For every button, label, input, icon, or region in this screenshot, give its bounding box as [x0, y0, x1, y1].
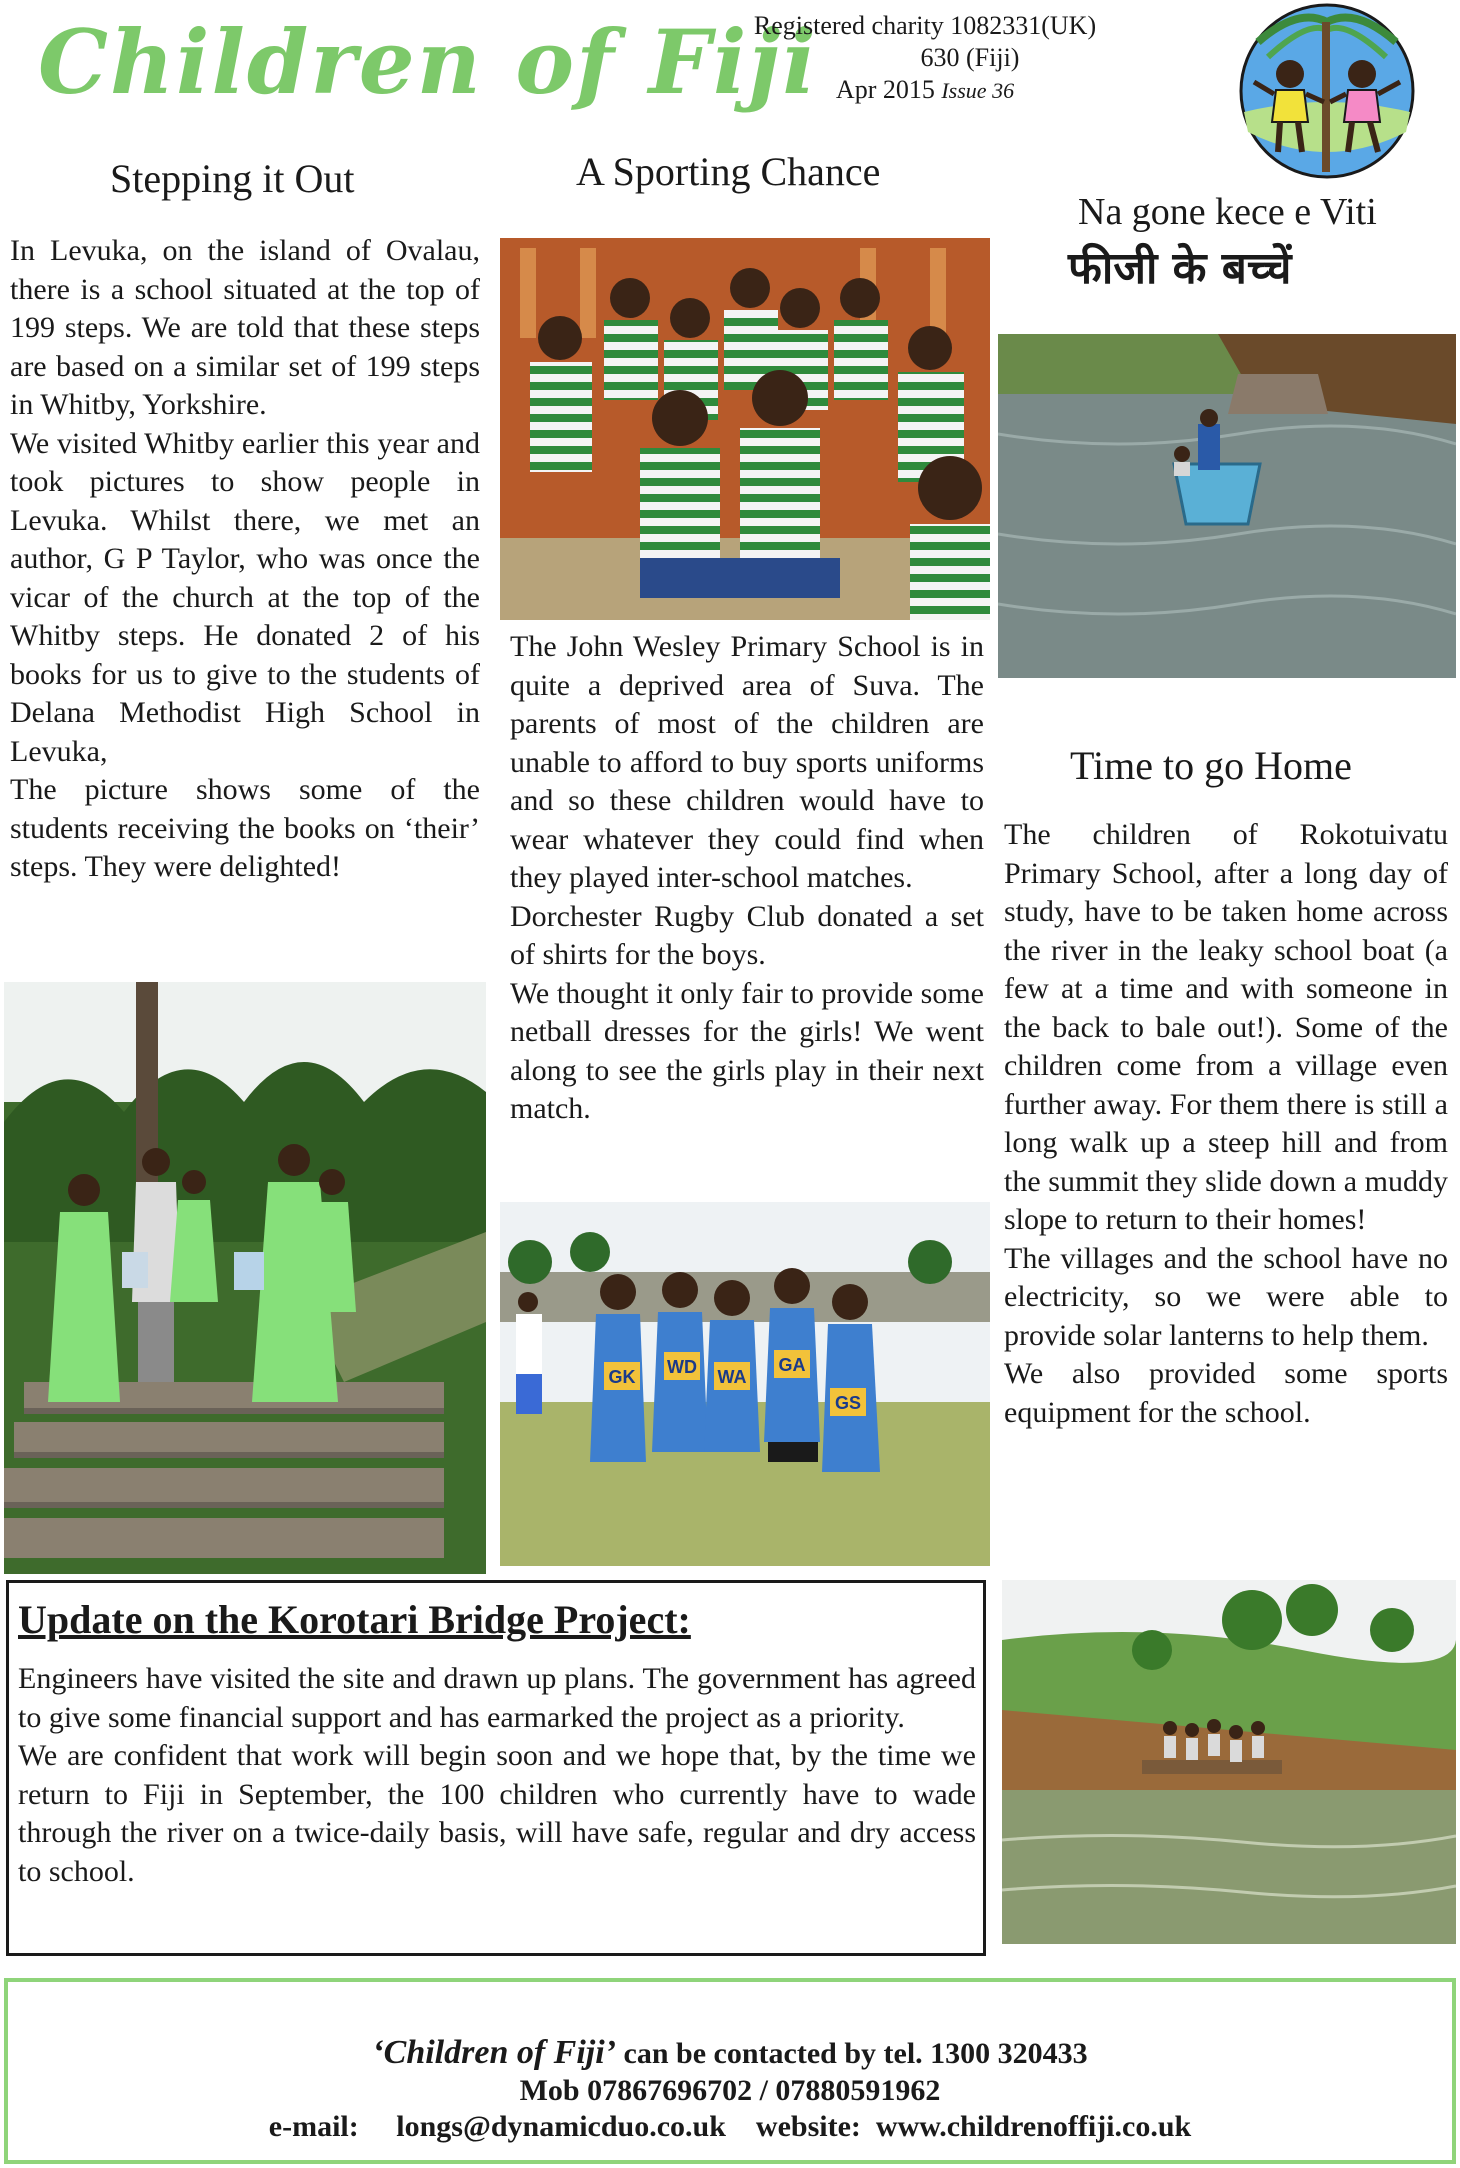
article-paragraph: We thought it only fair to provide some netball dresses for the girls! We went along to see the girls play in their next match.: [510, 976, 984, 1125]
article-paragraph: In Levuka, on the island of Ovalau, there is a school situated at the top of 199 steps. We are told that these steps are based on a similar set of 199 steps in Whitby, Yorkshire.: [10, 234, 480, 421]
article-paragraph: We visited Whitby earlier this year and took pictures to show people in Levuka. Whilst there, we met an author, G P Taylor, who was once the vicar of the church at the top of the Whitby steps. He donated 2 of his books for us to give to the students of Delana Methodist High School in Levuka,: [10, 426, 480, 768]
contact-line-tel: [8, 2034, 1452, 2072]
children-logo-image: [1238, 2, 1416, 180]
update-paragraph: We are confident that work will begin soon and we hope that, by the time we return to Fiji in September, the 100 children who currently have to wade through the river on a twice-daily basis, will have safe, regular and dry access to school.: [18, 1739, 976, 1888]
bib-label: WD: [667, 1357, 697, 1377]
article-paragraph: The children of Rokotuivatu Primary School, after a long day of study, have to be taken home across the river in the leaky school boat (a few at a time and with someone in the back to bale out!). Some of the children come from a village even further away. For them there is still a long walk up a steep hill and from the summit they slide down a muddy slope to return to their homes!: [1004, 818, 1448, 1236]
heading-a-sporting-chance: A Sporting Chance: [576, 149, 881, 194]
charity-registration-fiji: 630 (Fiji): [920, 43, 1020, 72]
heading-time-to-go-home: Time to go Home: [1070, 743, 1352, 788]
tagline-hindi: फीजी के बच्चें: [1068, 243, 1292, 294]
update-body: [18, 1660, 976, 1891]
charity-registration-uk: Registered charity 1082331(UK): [753, 11, 1097, 40]
article-stepping-body: [10, 232, 480, 887]
issue-line: [700, 74, 1150, 107]
article-paragraph: Dorchester Rugby Club donated a set of shirts for the boys.: [510, 899, 984, 971]
website-label: website:: [755, 2110, 861, 2143]
photo-students-on-steps: [4, 982, 486, 1574]
contact-line-mobile: Mob 07867696702 / 07880591962: [519, 2074, 941, 2107]
org-name: ‘Children of Fiji’: [372, 2034, 617, 2071]
bib-label: GK: [608, 1367, 636, 1387]
bib-label: GA: [778, 1355, 806, 1375]
photo-boys-in-rugby-shirts: [500, 238, 990, 620]
contact-line-email-web: [8, 2110, 1452, 2144]
article-paragraph: The villages and the school have no electricity, so we were able to provide solar lanterns to help them.: [1004, 1241, 1448, 1352]
article-paragraph: The picture shows some of the students receiving the books on ‘their’ steps. They were delighted!: [10, 773, 480, 883]
email-link[interactable]: longs@dynamicduo.co.uk: [396, 2110, 726, 2143]
photo-children-crossing-river: [1002, 1580, 1456, 1944]
article-sporting-body: [510, 628, 984, 1129]
tel-text: can be contacted by tel. 1300 320433: [623, 2037, 1088, 2070]
issue-number: Issue 36: [941, 78, 1015, 103]
masthead-title: Children of Fiji: [38, 10, 818, 114]
tagline-fijian: Na gone kece e Viti: [1078, 191, 1377, 233]
update-paragraph: Engineers have visited the site and drawn up plans. The government has agreed to give some financial support and has earmarked the project as a priority.: [18, 1662, 976, 1734]
photo-school-boat-on-river: [998, 334, 1456, 678]
contact-footer: [4, 1978, 1456, 2164]
bib-label: GS: [834, 1393, 862, 1413]
netball-players: [590, 1268, 880, 1472]
article-home-body: [1004, 816, 1448, 1432]
issue-date: Apr 2015: [835, 75, 935, 104]
charity-info: [700, 10, 1150, 107]
article-paragraph: The John Wesley Primary School is in quite a deprived area of Suva. The parents of most of the children are unable to afford to buy sports uniforms and so these children would have to wear whatever they could find when they played inter-school matches.: [510, 630, 984, 894]
photo-netball-team: [500, 1202, 990, 1566]
bib-label: WA: [717, 1367, 747, 1387]
update-heading: Update on the Korotari Bridge Project:: [18, 1597, 691, 1642]
article-paragraph: We also provided some sports equipment for the school.: [1004, 1357, 1448, 1429]
email-label: e-mail:: [268, 2110, 359, 2143]
heading-stepping-it-out: Stepping it Out: [110, 156, 355, 201]
website-link[interactable]: www.childrenoffiji.co.uk: [875, 2110, 1192, 2143]
